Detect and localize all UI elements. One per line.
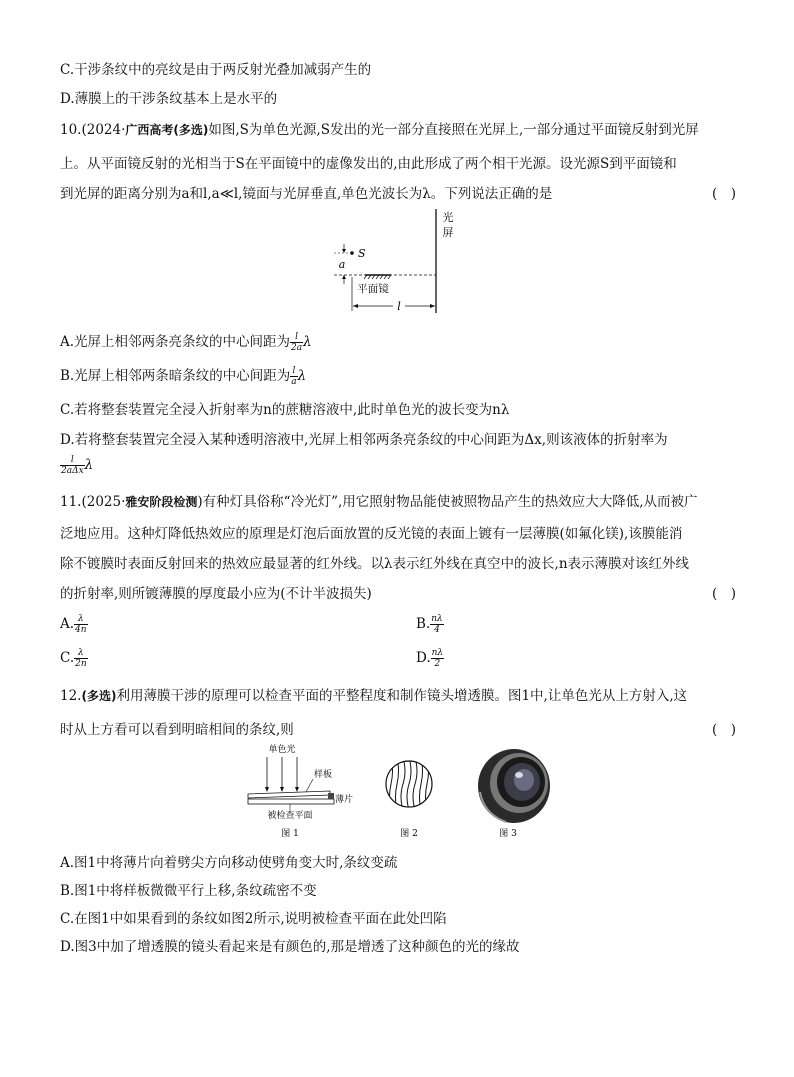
surface-label: 被检查平面 [267,811,313,821]
q10-option-a-fraction [290,332,303,353]
q11-option-c [60,648,88,669]
q11-stem-text1: )有种灯具俗称“冷光灯”,用它照射物品能使被照物品产生的热效应大大降低,从而被广 [197,494,698,510]
q12-option-d: D.图3中加了增透膜的镜头看起来是有颜色的,那是增透了这种颜色的光的缘故 [60,939,520,955]
q12-figures [240,742,560,844]
screen-label-1: 光 [442,211,454,224]
fraction-numerator: nλ [431,614,443,624]
q12-option-b: B.图1中将样板微微平行上移,条纹疏密不变 [60,883,317,899]
q12-option-c: C.在图1中如果看到的条纹如图2所示,说明被检查平面在此处凹陷 [60,911,447,927]
fraction-numerator: nλ [431,648,444,658]
inspected-plate [248,799,334,804]
fraction-denominator: a [291,377,297,387]
fraction-numerator: l [60,455,85,466]
q10-option-d-answer [60,455,93,476]
q11-option-a-fraction [74,614,88,635]
q11-stem-line1 [60,490,698,510]
thin-sheet [328,793,334,799]
q10-option-a [60,330,312,353]
plate-leader [306,779,313,792]
q11-option-b [416,614,444,635]
q10-source: 广西高考 [125,123,174,137]
q10-option-d: D.若将整套装置完全浸入某种透明溶液中,光屏上相邻两条亮条纹的中心间距为Δx,则该液体的折射率为 [60,432,668,448]
q11-option-b-fraction [430,614,444,635]
coated-lens-image [478,749,550,823]
fig1-caption: 图 1 [281,829,299,839]
q9-option-c: C.干涉条纹中的亮纹是由于两反射光叠加减弱产生的 [60,62,372,78]
q10-stem-text1: 如图,S为单色光源,S发出的光一部分直接照在光屏上,一部分通过平面镜反射到光屏 [208,122,699,138]
l-label: l [397,300,401,313]
fraction-numerator: λ [74,614,88,625]
fraction-denominator: 4n [75,625,87,635]
fraction-denominator: 4 [434,625,440,635]
q10-answer-blank: ( ) [711,186,736,202]
q11-stem-line4: 的折射率,则所镀薄膜的厚度最小应为(不计半波损失) [60,586,372,602]
fig2-caption: 图 2 [400,829,418,839]
fraction-denominator: 2a [291,343,303,353]
fraction-denominator: 2n [75,659,87,669]
q11-option-d-fraction [431,648,445,669]
fig3-caption: 图 3 [499,829,517,839]
fraction-tail: λ [297,368,307,384]
q9-option-d: D.薄膜上的干涉条纹基本上是水平的 [60,91,278,107]
q12-number: 12. [60,688,82,704]
q10-multi-tag: (多选) [173,123,209,137]
q11-number: 11.(2025· [60,494,126,510]
q11-stem-line2: 泛地应用。这种灯降低热效应的原理是灯泡后面放置的反光镜的表面上镀有一层薄膜(如氟化镁),该膜能消 [60,526,683,542]
q10-option-c: C.若将整套装置完全浸入折射率为n的蔗糖溶液中,此时单色光的波长变为nλ [60,402,510,418]
fraction-numerator: λ [74,648,88,659]
fraction-tail: λ [303,334,312,350]
q10-option-d-fraction [60,455,85,476]
q11-option-b-label: B. [416,616,431,632]
fraction-numerator: l [290,366,297,377]
source-label: S [358,247,366,260]
q10-option-a-text: A.光屏上相邻两条亮条纹的中心间距为 [60,334,291,350]
a-label: a [338,258,346,271]
q11-source: 雅安阶段检测 [125,495,198,509]
q11-option-c-label: C. [60,650,75,666]
q10-mirror-figure [325,207,470,319]
q12-stem-line2: 时从上方看可以看到明暗相间的条纹,则 [60,722,294,738]
fraction-numerator: l [290,332,303,343]
q10-option-b-fraction [290,366,297,387]
q11-option-a [60,614,88,635]
q12-stem-text1: 利用薄膜干涉的原理可以检查平面的平整程度和制作镜头增透膜。图1中,让单色光从上方射入,这 [116,688,688,704]
a-arrowhead-top [342,249,346,253]
q11-option-c-fraction [74,648,88,669]
q10-stem-line2: 上。从平面镜反射的光相当于S在平面镜中的虚像发出的,由此形成了两个相干光源。设光源S到平面镜和 [60,156,677,172]
screen-label-2: 屏 [442,226,454,239]
sheet-label: 薄片 [335,795,354,805]
l-arrowhead-right [430,304,435,308]
q12-option-a: A.图1中将薄片向着劈尖方向移动使劈角变大时,条纹变疏 [60,855,398,871]
mirror-label: 平面镜 [357,283,389,295]
plate-label: 样板 [314,770,333,780]
q12-answer-blank: ( ) [711,722,736,738]
fraction-denominator: 2aΔx [61,466,84,476]
q11-stem-line3: 除不镀膜时表面反射回来的热效应最显著的红外线。以λ表示红外线在真空中的波长,n表示薄膜对该红外线 [60,556,690,572]
q11-option-d-label: D. [416,650,431,666]
incident-light-arrows [265,757,299,792]
q10-stem-line3: 到光屏的距离分别为a和l,a≪l,镜面与光屏垂直,单色光波长为λ。下列说法正确的是 [60,186,553,202]
light-label: 单色光 [268,745,296,755]
top-plate [248,791,330,798]
q10-stem-line1 [60,118,699,138]
l-arrowhead-left [353,304,358,308]
fraction-tail: λ [84,457,94,473]
q11-answer-blank: ( ) [711,586,736,602]
q12-multi-tag: (多选) [81,689,117,703]
q12-stem-line1 [60,684,687,704]
fraction-denominator: 2 [434,659,441,669]
q11-option-d [416,648,444,669]
q10-number: 10.(2024· [60,122,126,138]
q10-option-b [60,364,306,387]
q11-option-a-label: A. [60,616,75,632]
a-arrowhead-bottom [342,275,346,279]
q10-option-b-text: B.光屏上相邻两条暗条纹的中心间距为 [60,368,291,384]
